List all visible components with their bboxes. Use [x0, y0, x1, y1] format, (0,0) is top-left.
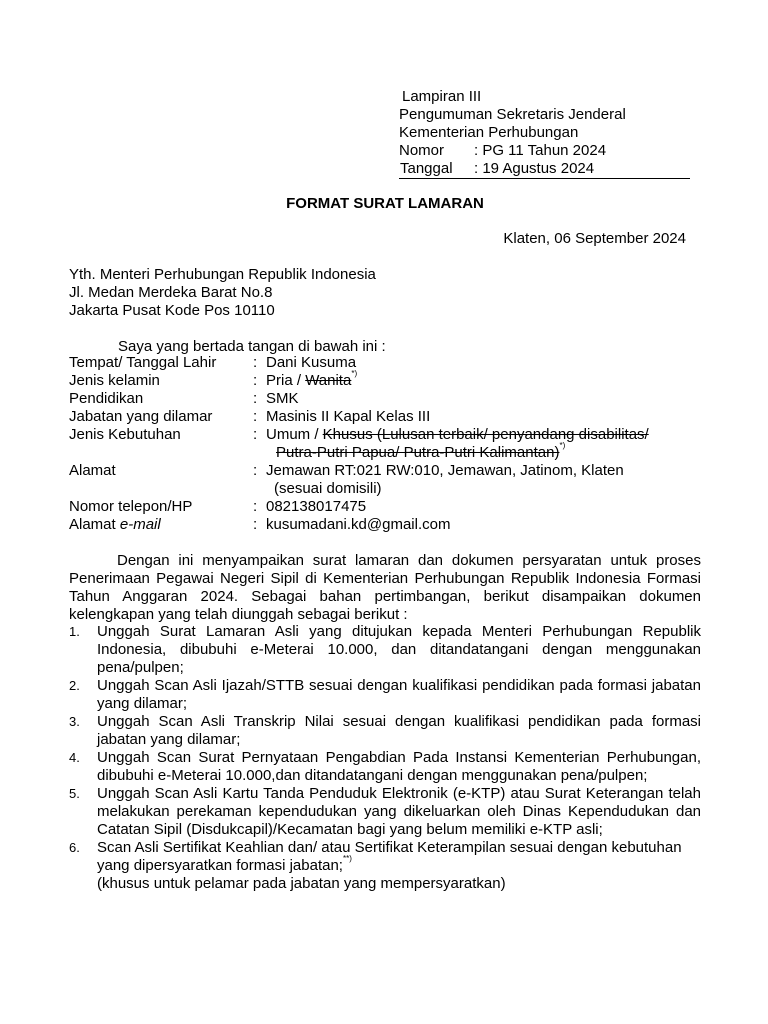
footnote-mark: **) [342, 854, 352, 863]
detail-value: SMK [266, 390, 299, 407]
footnote-mark: *) [559, 441, 566, 450]
document-list [69, 623, 701, 893]
list-text: Unggah Surat Lamaran Asli yang ditujukan kepada Menteri Perhubungan Republik Indonesia, dibubuhi e-Meterai 10.000, dan ditandatangani dengan menggunakan pena/pulpen; [97, 623, 701, 676]
detail-label [69, 516, 253, 534]
need-struck: Khusus (Lulusan terbaik/ penyandang disabilitas/ [322, 426, 649, 443]
detail-row [69, 408, 649, 426]
list-text: Unggah Scan Asli Transkrip Nilai sesuai dengan kualifikasi pendidikan pada formasi jabatan yang dilamar; [97, 713, 701, 748]
detail-label: Alamat [69, 462, 116, 479]
attachment-announcement: Pengumuman Sekretaris Jenderal [399, 106, 626, 123]
list-number: 4. [69, 750, 80, 765]
detail-colon: : [253, 390, 258, 407]
address-note: (sesuai domisili) [274, 480, 382, 497]
email-label-b: e-mail [119, 516, 161, 533]
recipient-line: Jakarta Pusat Kode Pos 10110 [69, 302, 275, 319]
detail-value: Dani Kusuma [266, 354, 357, 371]
detail-row [69, 390, 649, 408]
detail-value: Masinis II Kapal Kelas III [266, 408, 431, 425]
detail-colon: : [253, 516, 258, 533]
detail-label: Jabatan yang dilamar [69, 408, 213, 425]
detail-row [69, 498, 649, 516]
gender-selected: Pria / [266, 372, 306, 389]
detail-value: 082138017475 [266, 498, 367, 515]
detail-colon: : [253, 354, 258, 371]
need-selected: Umum / [266, 426, 323, 443]
list-item [69, 749, 701, 785]
footnote-mark: *) [351, 369, 358, 378]
list-item [69, 623, 701, 677]
detail-value: Jemawan RT:021 RW:010, Jemawan, Jatinom, Klaten [266, 462, 624, 479]
attachment-date-value: : 19 Agustus 2024 [474, 160, 595, 177]
list-item [69, 785, 701, 839]
attachment-label: Lampiran III [402, 88, 482, 105]
recipient-line: Yth. Menteri Perhubungan Republik Indonesia [69, 266, 376, 283]
list-text [97, 839, 701, 875]
attachment-number-row [399, 142, 690, 160]
list-text-main: Scan Asli Sertifikat Keahlian dan/ atau Sertifikat Keterampilan sesuai dengan kebutuhan yang dipersyaratkan formasi jabatan; [97, 839, 682, 874]
attachment-number-value: : PG 11 Tahun 2024 [474, 142, 607, 159]
detail-label: Tempat/ Tanggal Lahir [69, 354, 217, 371]
detail-continuation [69, 441, 649, 462]
detail-label: Pendidikan [69, 390, 144, 407]
recipient-line: Jl. Medan Merdeka Barat No.8 [69, 284, 273, 301]
detail-label: Nomor telepon/HP [69, 498, 193, 515]
list-item [69, 677, 701, 713]
detail-value [266, 426, 649, 444]
list-number: 6. [69, 840, 80, 855]
detail-label: Jenis kelamin [69, 372, 160, 389]
list-item [69, 713, 701, 749]
recipient-address [69, 266, 376, 320]
list-text: Unggah Scan Surat Pernyataan Pengabdian Pada Instansi Kementerian Perhubungan, dibubuhi e-Meterai 10.000,dan ditandatangani dengan menggunakan pena/pulpen; [97, 749, 701, 784]
detail-colon: : [253, 426, 258, 443]
list-text: Unggah Scan Asli Ijazah/STTB sesuai dengan kualifikasi pendidikan pada formasi jabatan yang dilamar; [97, 677, 701, 712]
detail-continuation [69, 480, 649, 498]
detail-row [69, 462, 649, 480]
list-number: 2. [69, 678, 80, 693]
list-number: 5. [69, 786, 80, 801]
list-number: 3. [69, 714, 80, 729]
list-text: Unggah Scan Asli Kartu Tanda Penduduk Elektronik (e-KTP) atau Surat Keterangan telah melakukan perekaman kependudukan yang dikeluarkan oleh Dinas Kependudukan dan Catatan Sipil (Disdukcapil)/Kecamatan bagi yang belum memiliki e-KTP asli; [97, 785, 701, 838]
attachment-date-label: Tanggal [400, 160, 453, 177]
attachment-ministry: Kementerian Perhubungan [399, 124, 579, 141]
gender-struck: Wanita [305, 372, 352, 389]
detail-colon: : [253, 498, 258, 515]
list-note: (khusus untuk pelamar pada jabatan yang mempersyaratkan) [97, 875, 506, 892]
detail-value: kusumadani.kd@gmail.com [266, 516, 451, 533]
list-item [69, 839, 701, 875]
detail-colon: : [253, 408, 258, 425]
page-title: FORMAT SURAT LAMARAN [286, 195, 484, 212]
intro-text: Saya yang bertada tangan di bawah ini : [118, 338, 386, 355]
place-date: Klaten, 06 September 2024 [503, 230, 686, 247]
detail-row [69, 354, 649, 372]
detail-row [69, 516, 649, 534]
list-number: 1. [69, 624, 80, 639]
detail-colon: : [253, 372, 258, 389]
attachment-date-row [399, 160, 690, 179]
detail-label: Jenis Kebutuhan [69, 426, 181, 443]
need-struck-cont: Putra-Putri Papua/ Putra-Putri Kalimantan) [276, 444, 560, 461]
email-label-a: Alamat [69, 516, 120, 533]
body-paragraph: Dengan ini menyampaikan surat lamaran dan dokumen persyaratan untuk proses Penerimaan Pegawai Negeri Sipil di Kementerian Perhubungan Republik Indonesia Formasi Tahun Anggaran 2024. Sebagai bahan pertimbangan, berikut disampaikan dokumen kelengkapan yang telah diunggah sebagai berikut : [69, 552, 701, 623]
detail-row [69, 369, 649, 390]
applicant-details [69, 354, 649, 534]
attachment-number-label: Nomor [399, 142, 445, 159]
detail-colon: : [253, 462, 258, 479]
attachment-header [399, 88, 690, 179]
detail-value [266, 369, 358, 390]
